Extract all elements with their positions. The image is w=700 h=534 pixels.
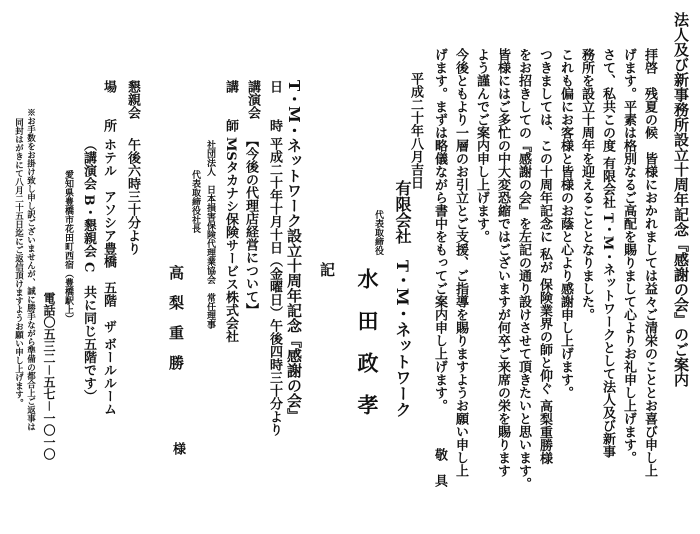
letter-line: げます。平素は格別なるご高配を賜りまして心よりお礼申し上げます。	[621, 48, 636, 464]
letter-line: げます。まずは略儀ながら書中をもってご案内申し上げます。	[432, 48, 447, 412]
venue-phone: 電話〇五三二－五七－一〇一〇	[42, 292, 56, 461]
letter-line: これも偏にお客様と皆様のお蔭と心より感謝申し上げます。	[558, 48, 573, 399]
event-title: T・M・ネットワーク設立十周年記念『感謝の会』	[285, 80, 303, 423]
sender-name: 水 田 政 孝	[355, 268, 380, 415]
letter-line: をお招きしての『感謝の会』を左記の通り設けさせて頂きたいと思います。	[516, 48, 531, 490]
letter-closing: 敬 具	[432, 448, 447, 487]
venue-address: 愛知県豊橋市花田町西宿（豊橋駅上）	[63, 170, 73, 323]
letter-line: 皆様にはご多忙の中大変恐縮ではございますが何卒ご来席の栄を賜ります	[495, 48, 510, 477]
party-label: 懇親会	[125, 80, 140, 119]
lecture-value: 【今後の代理店経営について】	[243, 134, 258, 316]
speaker-assoc: 社団法人 日本損害保険代理業協会 常任理事	[205, 140, 215, 329]
sender-company: 有限会社 T・M・ネットワーク	[393, 180, 412, 418]
letter-line: つきましては、この十周年記念に 私が 保険業界の師と仰ぐ 高梨重勝様	[537, 48, 552, 465]
venue-label: 場 所	[101, 80, 116, 132]
speaker-label: 講 師	[223, 80, 238, 132]
speaker-company: MSタカナシ保険サービス株式会社	[223, 137, 238, 343]
lecture-label: 講演会	[245, 80, 260, 119]
letter-line: 拝啓 残夏の候 皆様におかれましては益々ご清栄のこととお喜び申し上	[642, 48, 657, 477]
notice-ki: 記	[318, 262, 336, 277]
date-value: 平成二十年十月十日（金曜日）午後四時三十分より	[267, 137, 282, 436]
sender-role: 代表取締役	[373, 210, 383, 255]
letter-title: 法人及び新事務所設立十周年記念『感謝の会』のご案内	[672, 12, 690, 387]
venue-note: （講演会 B・懇親会 C 共に同じ五階です）	[81, 138, 96, 403]
speaker-suffix: 様	[170, 442, 185, 455]
letter-line: 務所を設立十周年を迎えることとなりました。	[579, 48, 594, 321]
venue-value: ホテル アソシア豊橋 五階 ザ ボールルーム	[101, 138, 116, 416]
rsvp-note-line-2: 同封はがきにて八月二十五日迄にご返信頂けますようお願い申し上げます。	[13, 118, 24, 407]
letter-line: 今後ともより一層のお引立とご支援、ご指導を賜りますようお願い申し上	[453, 48, 468, 477]
speaker-name: 高 梨 重 勝	[167, 265, 185, 370]
letter-line: さて、私共この度 有限会社 T・M・ネットワークとして法人及び新事	[600, 48, 615, 459]
party-value: 午後六時三十分より	[125, 138, 140, 255]
letter-line: よう謹んでご案内申し上げます。	[474, 48, 489, 243]
rsvp-note-line-1: ※お手数をお掛け致し申し訳ございませんが、誠に勝手ながら準備の都合上ご返事は	[25, 108, 36, 431]
date-label: 日 時	[267, 80, 282, 132]
speaker-role: 代表取締役社長	[190, 170, 200, 233]
letter-date: 平成二十年八月吉日	[408, 72, 423, 189]
